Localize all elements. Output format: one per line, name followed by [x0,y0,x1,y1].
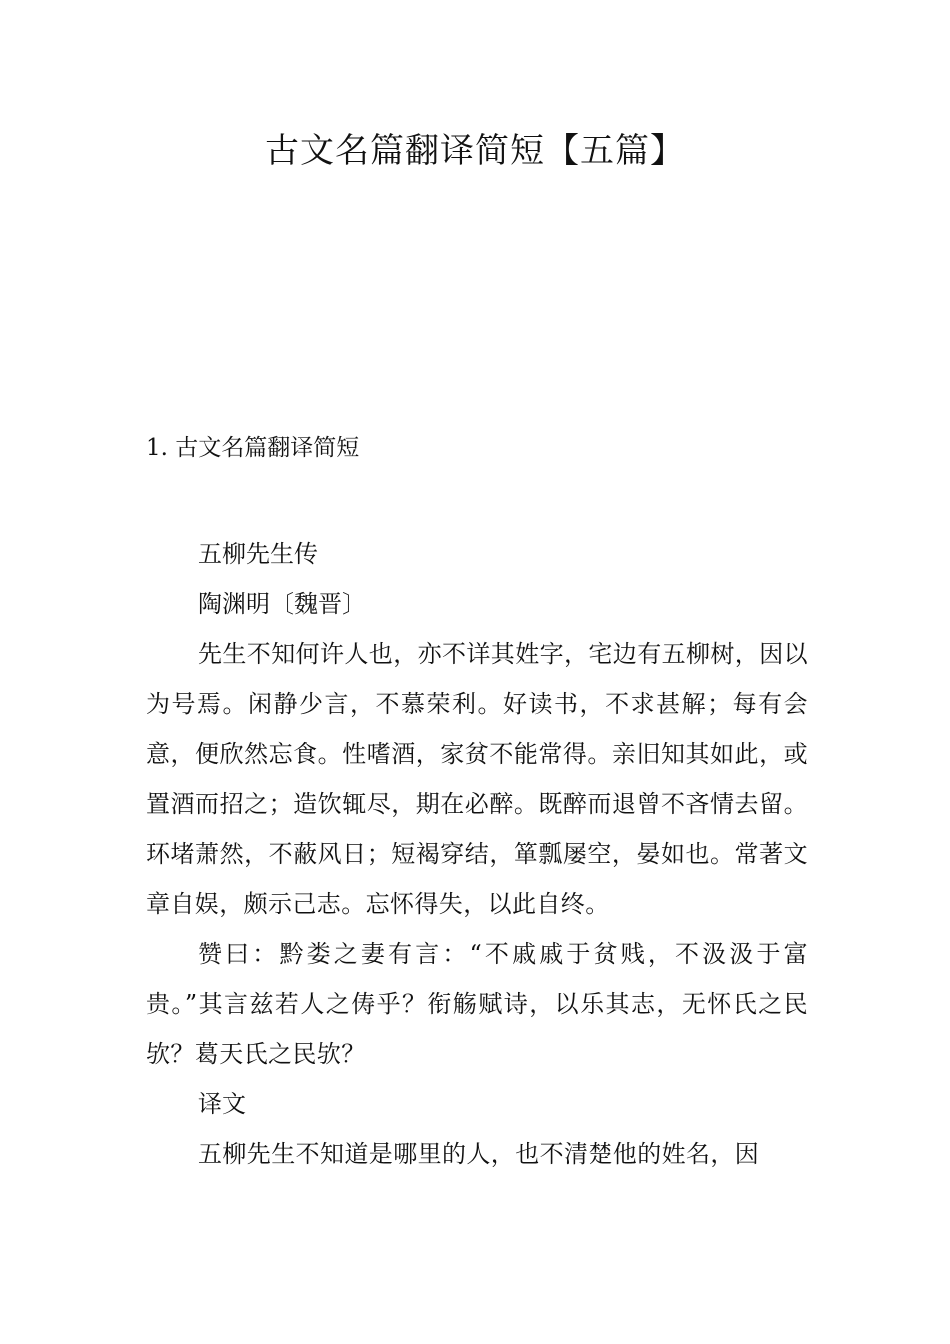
original-text-paragraph: 先生不知何许人也，亦不详其姓字，宅边有五柳树，因以为号焉。闲静少言，不慕荣利。好读书，不求甚解；每有会意，便欣然忘食。性嗜酒，家贫不能常得。亲旧知其如此，或置酒而招之；造饮辄尽，期在必醉。既醉而退曾不吝情去留。环堵萧然，不蔽风日；短褐穿结，箪瓢屡空，晏如也。常著文章自娱，颇示己志。忘怀得失，以此自终。 [146,640,808,918]
translation-heading: 译文 [198,1090,246,1118]
document-title: 古文名篇翻译简短【五篇】 [265,131,685,171]
section-heading: 1. 古文名篇翻译简短 [146,435,360,461]
author-line: 陶渊明〔魏晋〕 [198,590,366,618]
body-text [146,529,808,1179]
translation-paragraph: 五柳先生不知道是哪里的人，也不清楚他的姓名，因 [198,1140,760,1168]
praise-paragraph: 赞曰：黔娄之妻有言：“不戚戚于贫贱，不汲汲于富贵。”其言兹若人之俦乎？衔觞赋诗，以乐其志，无怀氏之民欤？葛天氏之民欤？ [146,940,808,1068]
poem-title: 五柳先生传 [198,540,318,568]
